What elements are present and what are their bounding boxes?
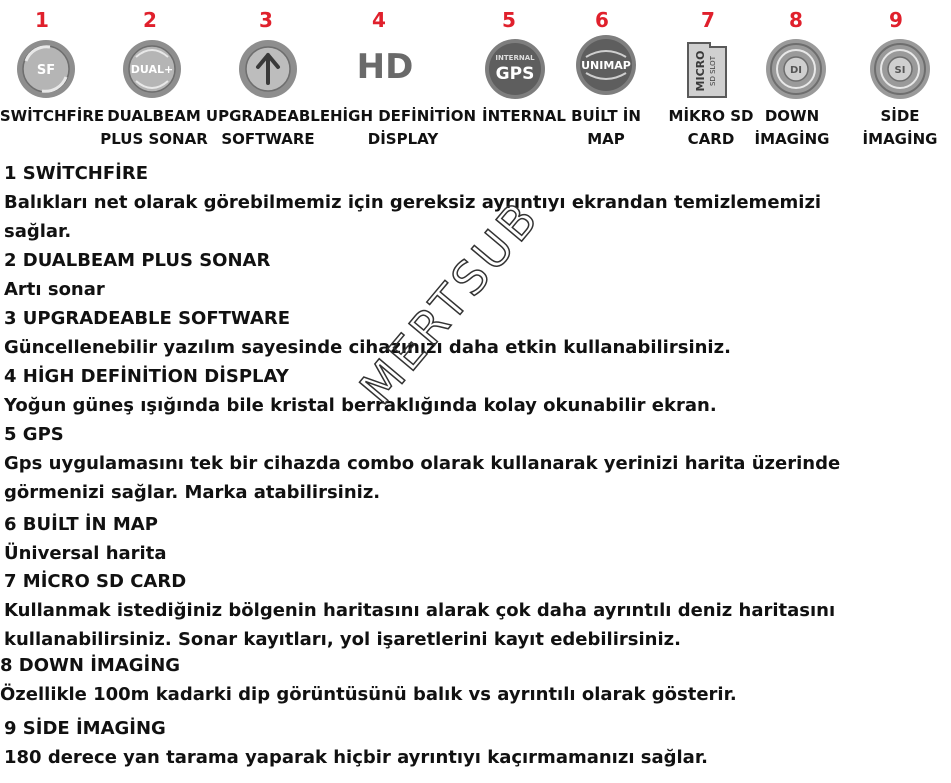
feature-label-4: HİGH DEFİNİTİON DİSPLAY <box>329 107 477 148</box>
feature-label-1: SWİTCHFİRE <box>0 107 105 125</box>
svg-text:DUAL+: DUAL+ <box>130 63 174 76</box>
feature-label-3: UPGRADEABLE SOFTWARE <box>205 107 331 148</box>
description-upgradeable: Güncellenebilir yazılım sayesinde cihazınızı daha etkin kullanabilirsiniz. <box>4 337 731 358</box>
micro-sd-icon <box>684 37 730 105</box>
svg-text:SI: SI <box>894 65 906 76</box>
heading-down-imaging: 8 DOWN İMAGİNG <box>0 655 181 676</box>
feature-label-6: BUİLT İN MAP <box>571 107 641 148</box>
heading-dualbeam: 2 DUALBEAM PLUS SONAR <box>4 250 271 271</box>
description-gps-line2: görmenizi sağlar. Marka atabilirsiniz. <box>4 482 381 503</box>
svg-text:HD: HD <box>356 47 414 86</box>
watermark: MERTSUB <box>349 189 551 415</box>
down-imaging-icon <box>764 37 828 105</box>
heading-hd-display: 4 HİGH DEFİNİTİON DİSPLAY <box>4 366 289 387</box>
description-micro-sd-line1: Kullanmak istediğiniz bölgenin haritasını alarak çok daha ayrıntılı deniz haritasını <box>4 600 836 621</box>
feature-label-5: İNTERNAL <box>482 107 566 125</box>
feature-label-8: DOWN İMAGİNG <box>754 107 830 148</box>
feature-label-2: DUALBEAM PLUS SONAR <box>100 107 208 148</box>
description-switchfire-line1: Balıkları net olarak görebilmemiz için gereksiz ayrıntıyı ekrandan temizlememizi <box>4 192 822 213</box>
gps-icon <box>483 37 547 105</box>
heading-side-imaging: 9 SİDE İMAGİNG <box>4 718 166 739</box>
heading-gps: 5 GPS <box>4 424 64 445</box>
feature-number-1: 1 <box>35 8 49 32</box>
description-side-imaging: 180 derece yan tarama yaparak hiçbir ayrıntıyı kaçırmamanızı sağlar. <box>4 747 708 768</box>
unimap-icon <box>574 33 638 101</box>
hd-icon <box>352 46 418 90</box>
feature-number-6: 6 <box>595 8 609 32</box>
description-dualbeam: Artı sonar <box>4 279 105 300</box>
feature-number-5: 5 <box>502 8 516 32</box>
heading-switchfire: 1 SWİTCHFİRE <box>4 163 149 184</box>
svg-text:GPS: GPS <box>495 64 535 84</box>
upgrade-arrow-icon <box>236 37 300 105</box>
svg-text:INTERNAL: INTERNAL <box>495 54 535 62</box>
feature-number-9: 9 <box>889 8 903 32</box>
description-switchfire-line2: sağlar. <box>4 221 72 242</box>
heading-upgradeable: 3 UPGRADEABLE SOFTWARE <box>4 308 291 329</box>
description-micro-sd-line2: kullanabilirsiniz. Sonar kayıtları, yol işaretlerini kayıt edebilirsiniz. <box>4 629 681 650</box>
svg-text:UNIMAP: UNIMAP <box>581 59 631 72</box>
svg-text:SD SLOT: SD SLOT <box>709 56 717 86</box>
svg-text:MICRO: MICRO <box>694 50 707 92</box>
feature-label-7: MİKRO SD CARD <box>668 107 754 148</box>
heading-micro-sd: 7 MİCRO SD CARD <box>4 571 187 592</box>
description-gps-line1: Gps uygulamasını tek bir cihazda combo olarak kullanarak yerinizi harita üzerinde <box>4 453 841 474</box>
svg-text:DI: DI <box>789 65 803 76</box>
description-hd-display: Yoğun güneş ışığında bile kristal berraklığında kolay okunabilir ekran. <box>4 395 717 416</box>
feature-number-7: 7 <box>701 8 715 32</box>
feature-number-3: 3 <box>259 8 273 32</box>
svg-text:SF: SF <box>36 63 56 78</box>
feature-number-2: 2 <box>143 8 157 32</box>
heading-built-in-map: 6 BUİLT İN MAP <box>4 514 158 535</box>
description-down-imaging: Özellikle 100m kadarki dip görüntüsünü balık vs ayrıntılı olarak gösterir. <box>0 684 737 705</box>
dualbeam-icon <box>120 37 184 105</box>
description-built-in-map: Üniversal harita <box>4 543 167 564</box>
side-imaging-icon <box>868 37 932 105</box>
feature-label-9: SİDE İMAGİNG <box>862 107 938 148</box>
switchfire-icon <box>14 37 78 105</box>
feature-number-8: 8 <box>789 8 803 32</box>
feature-number-4: 4 <box>372 8 386 32</box>
